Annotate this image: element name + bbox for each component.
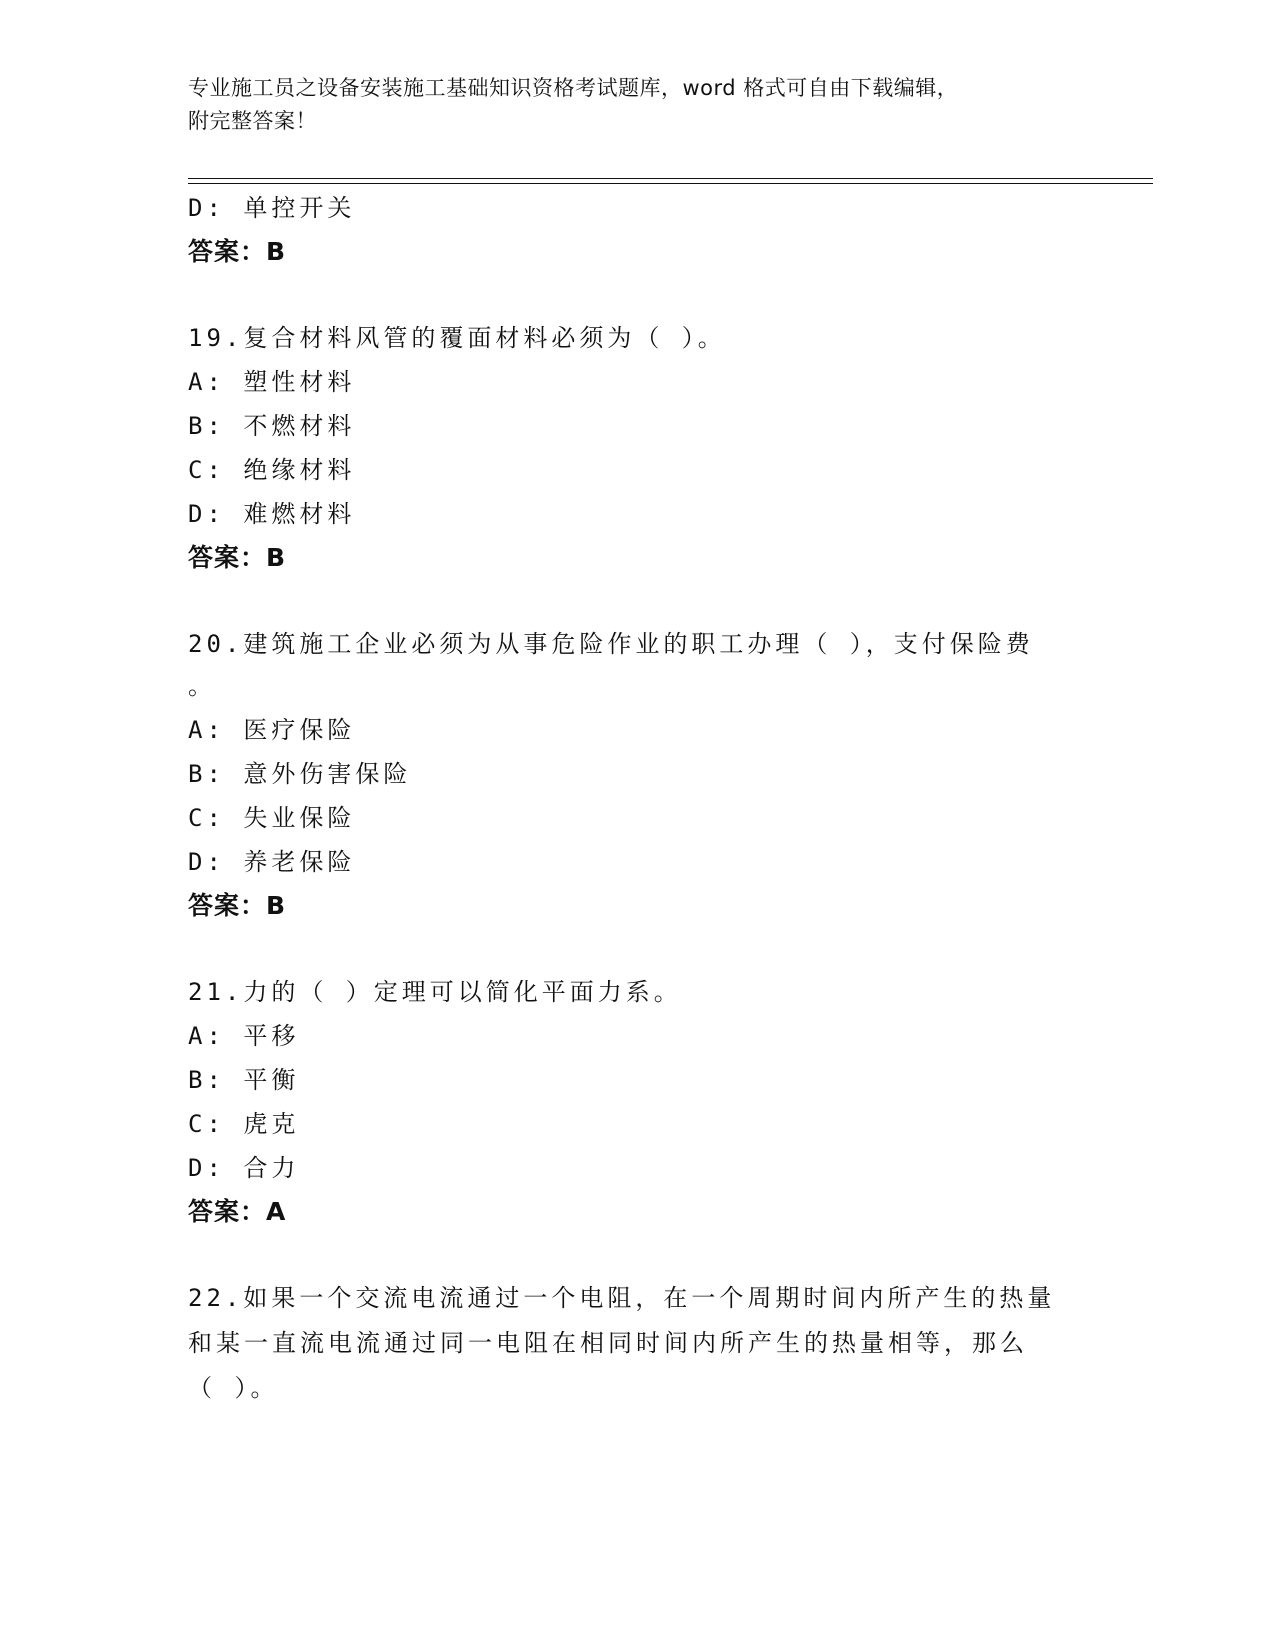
q20-option-d: D: 养老保险	[188, 848, 356, 876]
q20-option-c: C: 失业保险	[188, 804, 356, 832]
q21-answer: 答案：A	[188, 1197, 287, 1226]
q19-option-a: A: 塑性材料	[188, 368, 356, 396]
q22-stem	[188, 1276, 1088, 1411]
prev-answer: 答案：B	[188, 237, 287, 266]
q19-option-b: B: 不燃材料	[188, 412, 356, 440]
q21-stem: 21.力的（ ）定理可以简化平面力系。	[188, 978, 682, 1006]
q21-option-d: D: 合力	[188, 1154, 300, 1182]
q20-stem-cont: 。	[188, 672, 216, 700]
q21-option-c: C: 虎克	[188, 1110, 300, 1138]
q19-answer: 答案：B	[188, 543, 287, 572]
q19-option-d: D: 难燃材料	[188, 500, 356, 528]
page-header	[188, 72, 1068, 138]
header-rule-bottom	[188, 183, 1153, 184]
q22-stem-line-1: 22.如果一个交流电流通过一个电阻，在一个周期时间内所产生的热量	[188, 1284, 1056, 1312]
q22-stem-line-3: （ ）。	[188, 1374, 279, 1402]
q20-option-b: B: 意外伤害保险	[188, 760, 412, 788]
q20-option-a: A: 医疗保险	[188, 716, 356, 744]
q19-option-c: C: 绝缘材料	[188, 456, 356, 484]
q20-stem: 20.建筑施工企业必须为从事危险作业的职工办理（ ），支付保险费	[188, 630, 1034, 658]
q19-stem: 19.复合材料风管的覆面材料必须为（ ）。	[188, 324, 726, 352]
q21-option-a: A: 平移	[188, 1022, 300, 1050]
header-line-1: 专业施工员之设备安装施工基础知识资格考试题库，word 格式可自由下载编辑，	[188, 76, 959, 100]
q21-option-b: B: 平衡	[188, 1066, 300, 1094]
prev-option-d: D: 单控开关	[188, 194, 356, 222]
q20-answer: 答案：B	[188, 891, 287, 920]
header-rule-top	[188, 178, 1153, 179]
header-line-2: 附完整答案！	[188, 109, 317, 133]
q22-stem-line-2: 和某一直流电流通过同一电阻在相同时间内所产生的热量相等，那么	[188, 1329, 1028, 1357]
